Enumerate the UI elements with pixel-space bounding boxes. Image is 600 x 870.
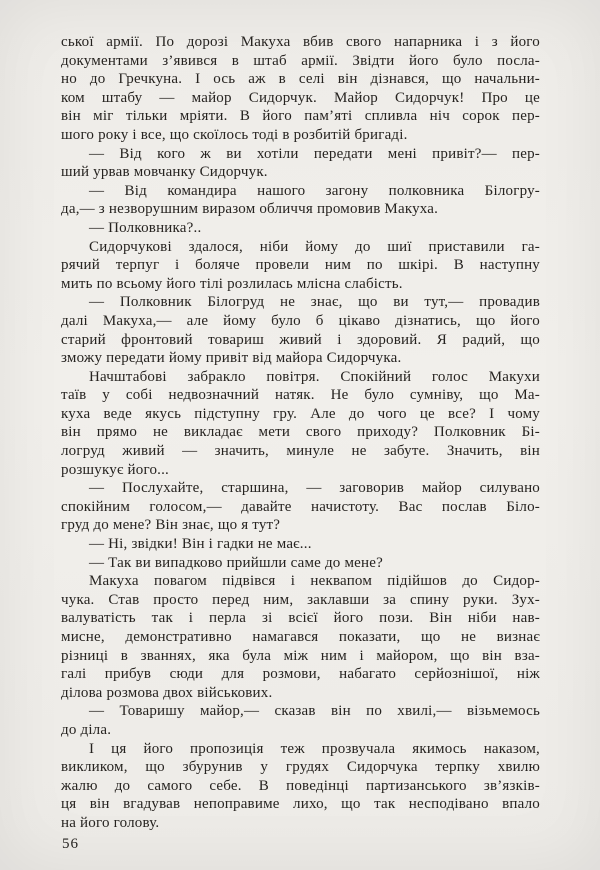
text-line: рячий терпуг і боляче провели ним по шкірі. В наступну — [61, 257, 540, 274]
text-line: зможу передати йому привіт від майора Сидорчука. — [61, 350, 402, 367]
text-line: розшукує його... — [61, 461, 169, 478]
text-line: — Послухайте, старшина, — заговорив майор силувано — [89, 480, 540, 497]
text-line: жалю до самого себе. В поведінці партизанського зв’язків- — [61, 777, 540, 794]
text-line: до діла. — [61, 721, 112, 738]
text-line: спокійним голосом,— давайте начистоту. Вас послав Біло- — [61, 498, 540, 515]
text-line: ком штабу — майор Сидорчук. Майор Сидорчук! Про це — [61, 89, 540, 106]
text-line: галі прибув сюди для розмови, набагато серйознішої, ніж — [61, 666, 540, 683]
text-line: — Так ви випадково прийшли саме до мене? — [89, 554, 383, 571]
page-number: 56 — [62, 836, 79, 852]
text-line: ший урвав мовчанку Сидорчук. — [61, 164, 268, 181]
text-line: — Ні, звідки! Він і гадки не має... — [89, 536, 312, 553]
text-line: мисне, демонстративно намагався показати, що не визнає — [61, 629, 540, 645]
text-line: документами з’явився в штаб армії. Звідти його було посла- — [61, 52, 540, 69]
text-line: ця він вгадував непоправиме лихо, що так несподівано впало — [61, 796, 540, 813]
text-line: — Полковник Білогруд не знає, що ви тут,— провадив — [89, 294, 540, 311]
text-line: — Полковника?.. — [89, 219, 202, 236]
text-line: — Від командира нашого загону полковника Білогру- — [89, 182, 540, 199]
text-line: викликом, що збурунив у грудях Сидорчука терпку хвилю — [61, 759, 540, 776]
text-line: Сидорчукові здалося, ніби йому до шиї приставили га- — [89, 238, 540, 255]
text-line: мить по всьому його тілі розлилась млісна слабість. — [61, 275, 403, 292]
text-line: старий фронтовий товариш живий і здоровий. Я радий, що — [61, 331, 540, 348]
text-line: Макуха повагом підвівся і неквапом підійшов до Сидор- — [89, 573, 540, 590]
text-line: но до Гречкуна. І ось аж в селі він дізнався, що начальни- — [61, 71, 540, 88]
text-line: Начштабові забракло повітря. Спокійний голос Макухи — [89, 368, 540, 385]
text-line: — Від кого ж ви хотіли передати мені привіт?— пер- — [89, 145, 540, 162]
text-line: ділова розмова двох військових. — [61, 684, 273, 701]
text-line: шого року і все, що скоїлось тоді в розбитій бригаді. — [61, 126, 408, 143]
text-line: далі Макуха,— але йому було б цікаво дізнатись, що його — [61, 312, 540, 329]
text-line: ської армії. По дорозі Макуха вбив свого напарника і з його — [61, 34, 540, 50]
text-line: груд до мене? Він знає, що я тут? — [61, 517, 281, 534]
page-text — [61, 33, 540, 833]
text-line: да,— з незворушним виразом обличчя промовив Макуха. — [61, 201, 439, 218]
text-line: валуватість так і перла зі всієї його пози. Він ніби нав- — [61, 610, 540, 627]
text-line: на його голову. — [61, 814, 160, 831]
text-line: І ця його пропозиція теж прозвучала якимось наказом, — [89, 740, 540, 757]
text-line: різниці в званнях, яка була між ним і майором, що він вза- — [61, 647, 540, 664]
text-line: чука. Став просто перед ним, заклавши за спину руки. Зух- — [61, 591, 540, 608]
text-line: він міг тільки мріяти. В його пам’яті спливла ніч сорок пер- — [61, 108, 540, 125]
text-line: він прямо не викладає мети свого приходу? Полковник Бі- — [61, 424, 540, 441]
text-line: таїв у собі недвозначний натяк. Не було сумніву, що Ма- — [61, 387, 540, 404]
text-line: — Товаришу майор,— сказав він по хвилі,— візьмемось — [89, 703, 540, 720]
text-line: куха веде якусь підступну гру. Але до чого це все? І чому — [61, 405, 540, 422]
text-line: логруд живий — значить, минуле не забуте. Значить, він — [61, 443, 540, 460]
